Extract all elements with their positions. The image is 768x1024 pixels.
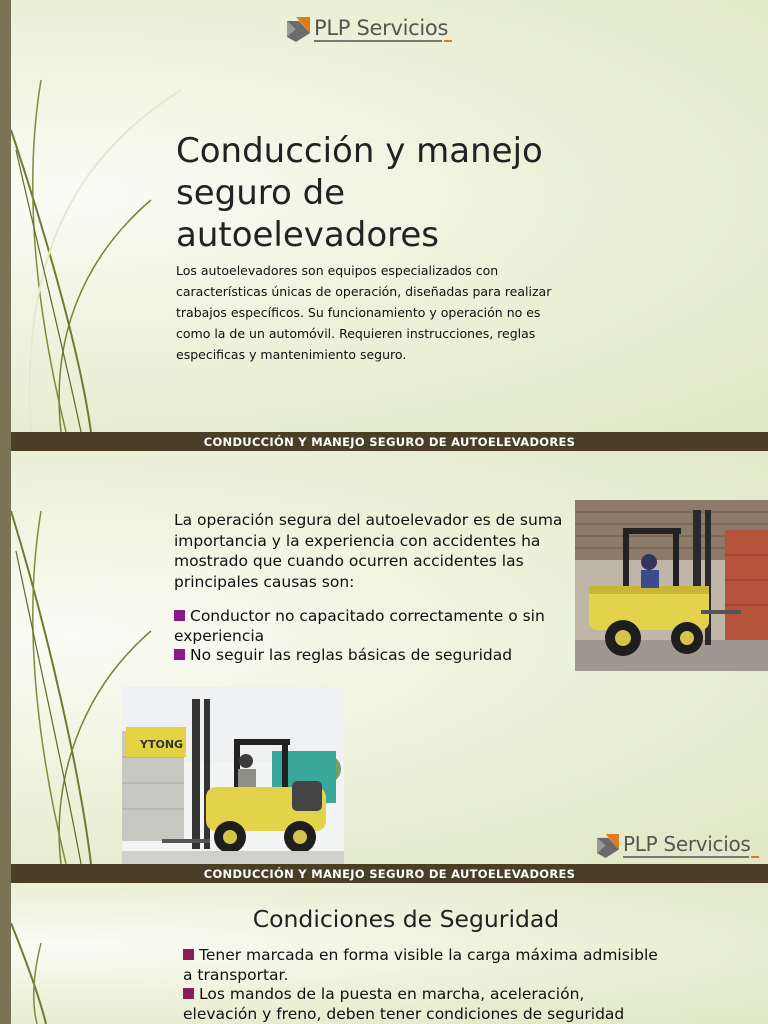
- logo-text: PLP Servicios: [623, 832, 751, 856]
- list-item: Los mandos de la puesta en marcha, aceleración, elevación y freno, deben tener condiciones de seguridad: [183, 985, 625, 1023]
- bullet-square-icon: [183, 988, 194, 999]
- slide-2-bullet-list: [174, 607, 574, 666]
- bullet-square-icon: [183, 949, 194, 960]
- brand-logo: [287, 17, 452, 42]
- slide-3-bullet-list: [183, 946, 663, 1024]
- logo-text: PLP Servicios: [314, 16, 449, 40]
- slide-3: [11, 883, 768, 1024]
- slide-1: [11, 0, 768, 432]
- list-item: No seguir las reglas básicas de seguridad: [174, 646, 574, 666]
- list-item: Tener marcada en forma visible la carga máxima admisible a transportar.: [183, 946, 658, 984]
- bullet-square-icon: [174, 649, 185, 660]
- logo-underline: [314, 40, 452, 42]
- bullet-square-icon: [174, 610, 185, 621]
- slide-1-footer: CONDUCCIÓN Y MANEJO SEGURO DE AUTOELEVADORES: [11, 432, 768, 451]
- slide-1-title: Conducción y manejo seguro de autoelevadores: [176, 131, 543, 255]
- yard-sign-text: YTONG: [140, 738, 184, 751]
- slide-2: [11, 451, 768, 864]
- slide-3-title: Condiciones de Seguridad: [252, 905, 560, 933]
- brand-logo-small: [597, 834, 759, 858]
- logo-mark-icon: [287, 17, 310, 42]
- logo-underline: [623, 856, 759, 858]
- slide-2-intro: La operación segura del autoelevador es de suma importancia y la experiencia con accidentes ha mostrado que cuando ocurren accidentes las principales causas son:: [174, 511, 563, 591]
- forklift-photo-yard: [122, 687, 344, 864]
- list-item: Conductor no capacitado correctamente o sin experiencia: [174, 607, 545, 645]
- logo-mark-icon: [597, 834, 619, 858]
- slide-2-footer: CONDUCCIÓN Y MANEJO SEGURO DE AUTOELEVADORES: [11, 864, 768, 883]
- left-rail: [0, 0, 11, 1024]
- slide-1-description: Los autoelevadores son equipos especializados con características únicas de operación, diseñadas para realizar trabajos específicos. Su funcionamiento y operación no es como la de un automóvil. Requieren instrucciones, reglas especificas y mantenimiento seguro.: [176, 263, 552, 362]
- forklift-photo-warehouse: [575, 500, 768, 671]
